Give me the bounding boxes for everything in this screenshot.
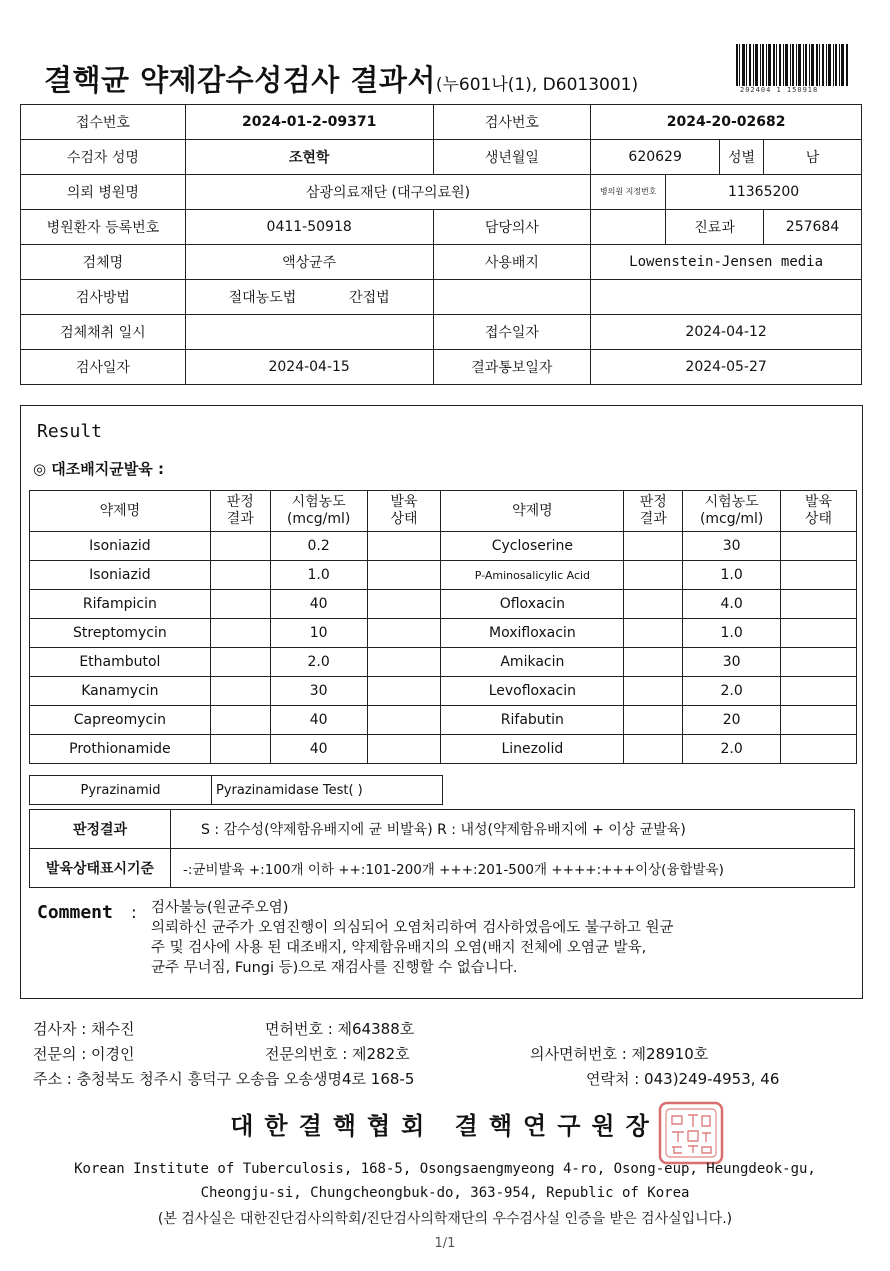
judge-result (624, 590, 683, 619)
col-drug: 약제명 (441, 491, 624, 532)
tester-license: 면허번호 : 제64388호 (265, 1020, 415, 1038)
col-drug: 약제명 (30, 491, 211, 532)
reception-no-label: 접수번호 (21, 105, 186, 140)
hospital-label: 의뢰 병원명 (21, 175, 186, 210)
hospital-code: 11365200 (666, 175, 862, 210)
info-table (20, 104, 862, 385)
table-row (21, 280, 862, 315)
drug-name: Rifabutin (441, 706, 624, 735)
growth-status (367, 677, 441, 706)
pza-test: Pyrazinamidase Test( ) (212, 776, 443, 805)
tester-name: 검사자 : 채수진 (33, 1020, 135, 1038)
table-row (21, 175, 862, 210)
growth-status (781, 590, 857, 619)
growth-status (781, 648, 857, 677)
comment-line: 주 및 검사에 사용 된 대조배지, 약제함유배지의 오염(배지 전체에 오염균 발육, (151, 940, 647, 956)
test-concentration: 30 (683, 532, 781, 561)
growth-status (781, 619, 857, 648)
test-concentration: 0.2 (270, 532, 367, 561)
sex-label: 성별 (720, 140, 764, 175)
judge-legend-label: 판정결과 (30, 810, 171, 849)
judge-result (624, 532, 683, 561)
method-value (185, 280, 433, 315)
pza-label: Pyrazinamid (30, 776, 212, 805)
barcode-number: 202404 1 150918 (740, 86, 819, 94)
growth-status (781, 706, 857, 735)
col-judge: 판정 결과 (210, 491, 270, 532)
drug-name: Linezolid (441, 735, 624, 764)
certification-note: (본 검사실은 대한진단검사의학회/진단검사의학재단의 우수검사실 인증을 받은 검사실입니다.) (157, 1211, 733, 1227)
contact: 연락처 : 043)249-4953, 46 (586, 1070, 780, 1088)
judge-result (210, 677, 270, 706)
table-row (30, 776, 443, 805)
table-row (30, 706, 857, 735)
patient-name-label: 수검자 성명 (21, 140, 186, 175)
test-concentration: 2.0 (270, 648, 367, 677)
test-concentration: 30 (683, 648, 781, 677)
drug-name: Cycloserine (441, 532, 624, 561)
table-row (30, 648, 857, 677)
specialist-name: 전문의 : 이경인 (33, 1045, 135, 1063)
comment-label: Comment (37, 902, 113, 923)
report-date: 2024-05-27 (591, 350, 862, 385)
judge-result (210, 735, 270, 764)
table-row (21, 315, 862, 350)
test-concentration: 40 (270, 735, 367, 764)
table-row (30, 532, 857, 561)
growth-legend-label: 발육상태표시기준 (30, 849, 171, 888)
col-conc: 시험농도 (mcg/ml) (683, 491, 781, 532)
growth-legend-text: -:균비발육 +:100개 이하 ++:101-200개 +++:201-500개 ++++:+++이상(융합발육) (171, 849, 855, 888)
test-concentration: 10 (270, 619, 367, 648)
patient-name: 조현학 (185, 140, 433, 175)
test-concentration: 1.0 (270, 561, 367, 590)
judge-result (624, 706, 683, 735)
dept-label: 진료과 (666, 210, 764, 245)
table-row (21, 105, 862, 140)
table-row (30, 849, 855, 888)
english-address-line: Cheongju-si, Chungcheongbuk-do, 363-954, Republic of Korea (200, 1185, 690, 1201)
drug-name: Rifampicin (30, 590, 211, 619)
hospital-name: 삼광의료재단 (대구의료원) (185, 175, 590, 210)
medium-label: 사용배지 (433, 245, 591, 280)
judge-result (210, 619, 270, 648)
test-concentration: 1.0 (683, 619, 781, 648)
test-no-label: 검사번호 (433, 105, 591, 140)
growth-status (781, 677, 857, 706)
page-number: 1/1 (434, 1236, 456, 1251)
judge-result (624, 561, 683, 590)
comment-line: 균주 무너짐, Fungi 등)으로 재검사를 진행할 수 없습니다. (151, 960, 518, 976)
judge-result (624, 619, 683, 648)
drug-name: Isoniazid (30, 532, 211, 561)
title-text: 결핵균 약제감수성검사 결과서 (44, 63, 436, 97)
specialist-no: 전문의번호 : 제282호 (265, 1045, 410, 1063)
growth-status (367, 706, 441, 735)
test-concentration: 40 (270, 706, 367, 735)
col-growth: 발육 상태 (781, 491, 857, 532)
drug-name: Prothionamide (30, 735, 211, 764)
growth-status (781, 735, 857, 764)
growth-status (367, 532, 441, 561)
reception-no: 2024-01-2-09371 (185, 105, 433, 140)
test-concentration: 30 (270, 677, 367, 706)
comment-line: 검사불능(원균주오염) (151, 900, 289, 916)
drug-table (29, 490, 857, 764)
growth-status (781, 561, 857, 590)
judge-result (210, 706, 270, 735)
col-conc: 시험농도 (mcg/ml) (270, 491, 367, 532)
drug-name: Kanamycin (30, 677, 211, 706)
judge-result (210, 648, 270, 677)
table-row (30, 810, 855, 849)
judge-result (210, 532, 270, 561)
doctor-label: 담당의사 (433, 210, 591, 245)
table-row (30, 619, 857, 648)
drug-name: Ofloxacin (441, 590, 624, 619)
growth-status (367, 648, 441, 677)
drug-name: Ethambutol (30, 648, 211, 677)
birth-date: 620629 (591, 140, 720, 175)
comment-colon: : (131, 903, 137, 923)
test-date: 2024-04-15 (185, 350, 433, 385)
drug-name: P-Aminosalicylic Acid (441, 561, 624, 590)
drug-name: Amikacin (441, 648, 624, 677)
receive-date: 2024-04-12 (591, 315, 862, 350)
organization-name: 대한결핵협회 결핵연구원장 (230, 1112, 660, 1140)
collect-date (185, 315, 433, 350)
drug-name: Streptomycin (30, 619, 211, 648)
birth-label: 생년월일 (433, 140, 591, 175)
col-judge: 판정 결과 (624, 491, 683, 532)
growth-status (367, 735, 441, 764)
report-date-label: 결과통보일자 (433, 350, 591, 385)
result-label: Result (37, 421, 103, 442)
col-growth: 발육 상태 (367, 491, 441, 532)
collect-date-label: 검체채취 일시 (21, 315, 186, 350)
drug-name: Isoniazid (30, 561, 211, 590)
comment-text (151, 898, 851, 978)
judge-result (624, 735, 683, 764)
growth-status (367, 619, 441, 648)
empty-cell (433, 280, 591, 315)
judge-result (624, 648, 683, 677)
test-concentration: 1.0 (683, 561, 781, 590)
comment-line: 의뢰하신 균주가 오염진행이 의심되어 오염처리하여 검사하였음에도 불구하고 원균 (151, 920, 674, 936)
method-indirect: 간접법 (349, 290, 390, 306)
drug-name: Capreomycin (30, 706, 211, 735)
table-row (30, 735, 857, 764)
table-row (30, 561, 857, 590)
test-date-label: 검사일자 (21, 350, 186, 385)
dept-value: 257684 (764, 210, 862, 245)
table-row (21, 245, 862, 280)
english-address-line: Korean Institute of Tuberculosis, 168-5, Osongsaengmyeong 4-ro, Osong-eup, Heungdeok-gu, (74, 1161, 816, 1177)
barcode-icon (736, 44, 848, 86)
table-header-row (30, 491, 857, 532)
table-row (30, 590, 857, 619)
judge-legend-text: S : 감수성(약제함유배지에 균 비발육) R : 내성(약제함유배지에 + 이상 균발육) (171, 810, 855, 849)
growth-status (367, 561, 441, 590)
sex-value: 남 (764, 140, 862, 175)
test-concentration: 2.0 (683, 735, 781, 764)
judge-result (210, 561, 270, 590)
medium-value: Lowenstein-Jensen media (591, 245, 862, 280)
receive-date-label: 접수일자 (433, 315, 591, 350)
table-row (30, 677, 857, 706)
hospital-code-label: 병의원 지정번호 (591, 175, 666, 210)
drug-name: Levofloxacin (441, 677, 624, 706)
judge-result (210, 590, 270, 619)
doctor-value (591, 210, 666, 245)
growth-status (781, 532, 857, 561)
method-absolute: 절대농도법 (228, 290, 297, 306)
method-label: 검사방법 (21, 280, 186, 315)
test-no: 2024-20-02682 (591, 105, 862, 140)
test-concentration: 4.0 (683, 590, 781, 619)
test-concentration: 40 (270, 590, 367, 619)
legend-table (29, 809, 855, 888)
document-title (44, 58, 638, 99)
table-row (21, 210, 862, 245)
specimen-value: 액상균주 (185, 245, 433, 280)
test-concentration: 20 (683, 706, 781, 735)
form-code: (누601나(1), D6013001) (435, 75, 639, 95)
doctor-license-no: 의사면허번호 : 제28910호 (530, 1045, 709, 1063)
hospital-reg-no: 0411-50918 (185, 210, 433, 245)
specimen-label: 검체명 (21, 245, 186, 280)
test-concentration: 2.0 (683, 677, 781, 706)
pza-table (29, 775, 443, 805)
table-row (21, 350, 862, 385)
drug-name: Moxifloxacin (441, 619, 624, 648)
table-row (21, 140, 862, 175)
hospital-reg-label: 병원환자 등록번호 (21, 210, 186, 245)
empty-cell (591, 280, 862, 315)
growth-status (367, 590, 441, 619)
address: 주소 : 충청북도 청주시 흥덕구 오송읍 오송생명4로 168-5 (33, 1070, 415, 1088)
control-growth-label: ◎ 대조배지균발육 : (33, 460, 164, 478)
judge-result (624, 677, 683, 706)
